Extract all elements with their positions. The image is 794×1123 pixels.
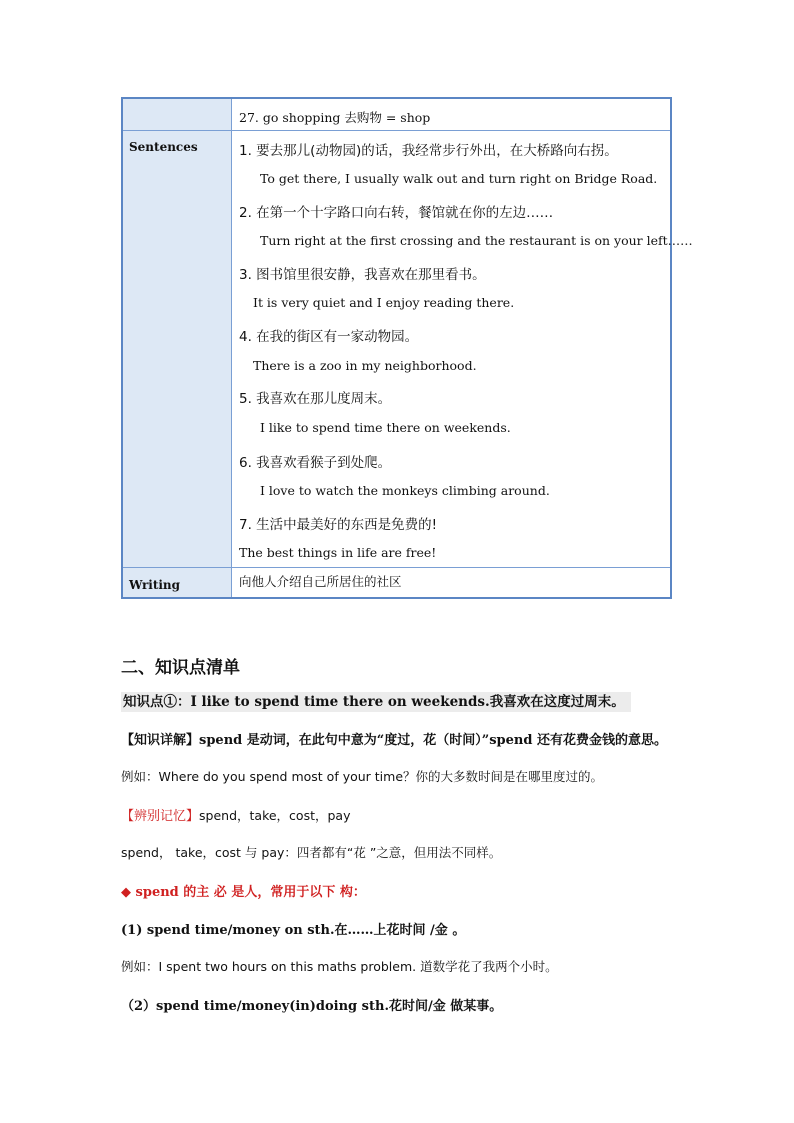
label-cell-sentences bbox=[123, 131, 231, 567]
sentence-cn-7: 7. 生活中最美好的东西是免费的! bbox=[239, 517, 438, 533]
sentence-cn-5: 5. 我喜欢在那儿度周末。 bbox=[239, 391, 392, 407]
structure-2: （2）spend time/money(in)doing sth.花时间/金 做某事。 bbox=[121, 999, 503, 1014]
rule-text: spend 的主 必 是人，常用于以下 构： bbox=[135, 885, 366, 900]
sentence-cn-2: 2. 在第一个十字路口向右转，餐馆就在你的左边…… bbox=[239, 205, 554, 221]
sentence-en-5: I like to spend time there on weekends. bbox=[260, 420, 511, 435]
vocab-item-27: 27. go shopping 去购物 = shop bbox=[239, 110, 431, 125]
knowledge-point-1-text: 知识点①：I like to spend time there on weekends.我喜欢在这度过周末。 bbox=[121, 692, 631, 712]
sentence-cn-3: 3. 图书馆里很安静，我喜欢在那里看书。 bbox=[239, 267, 486, 283]
detail-tag: 【知识详解】 bbox=[121, 733, 200, 748]
label-cell-empty bbox=[123, 99, 231, 130]
detail-line bbox=[121, 729, 667, 748]
memo-text: spend，take，cost，pay bbox=[199, 808, 351, 823]
compare-line: spend， take，cost 与 pay：四者都有“花 ”之意，但用法不同样。 bbox=[121, 845, 502, 860]
writing-task: 向他人介绍自己所居住的社区 bbox=[239, 574, 402, 589]
section-title: 二、知识点清单 bbox=[121, 658, 240, 678]
knowledge-point-1 bbox=[121, 690, 631, 710]
row-divider bbox=[123, 567, 670, 568]
example-1: 例如：Where do you spend most of your time？你的大多数时间是在哪里度过的。 bbox=[121, 769, 604, 784]
sentences-header: Sentences bbox=[129, 140, 198, 154]
column-divider bbox=[231, 99, 232, 597]
sentence-cn-1: 1. 要去那儿(动物园)的话，我经常步行外出，在大桥路向右拐。 bbox=[239, 143, 618, 159]
vocabulary-table bbox=[121, 97, 693, 599]
sentence-en-3: It is very quiet and I enjoy reading there. bbox=[253, 295, 515, 310]
sentence-en-7: The best things in life are free! bbox=[239, 545, 437, 560]
sentence-en-4: There is a zoo in my neighborhood. bbox=[253, 358, 477, 373]
example-2: 例如：I spent two hours on this maths problem. 道数学花了我两个小时。 bbox=[121, 959, 558, 974]
sentence-en-2: Turn right at the first crossing and the restaurant is on your left…… bbox=[260, 233, 693, 248]
sentence-en-1: To get there, I usually walk out and turn right on Bridge Road. bbox=[260, 171, 658, 186]
memo-tag: 【辨别记忆】 bbox=[121, 809, 200, 824]
sentence-cn-6: 6. 我喜欢看猴子到处爬。 bbox=[239, 455, 392, 471]
rule-line bbox=[121, 881, 366, 900]
writing-header: Writing bbox=[129, 578, 181, 592]
memo-line bbox=[121, 805, 350, 824]
detail-text: spend 是动词，在此句中意为“度过，花（时间）”spend 还有花费金钱的意思。 bbox=[199, 733, 667, 748]
sentence-cn-4: 4. 在我的街区有一家动物园。 bbox=[239, 329, 419, 345]
row-divider bbox=[123, 130, 670, 131]
diamond-bullet-icon: ◆ bbox=[121, 885, 131, 900]
sentence-en-6: I love to watch the monkeys climbing around. bbox=[260, 483, 550, 498]
structure-1: (1) spend time/money on sth.在……上花时间 /金 。 bbox=[121, 923, 466, 938]
